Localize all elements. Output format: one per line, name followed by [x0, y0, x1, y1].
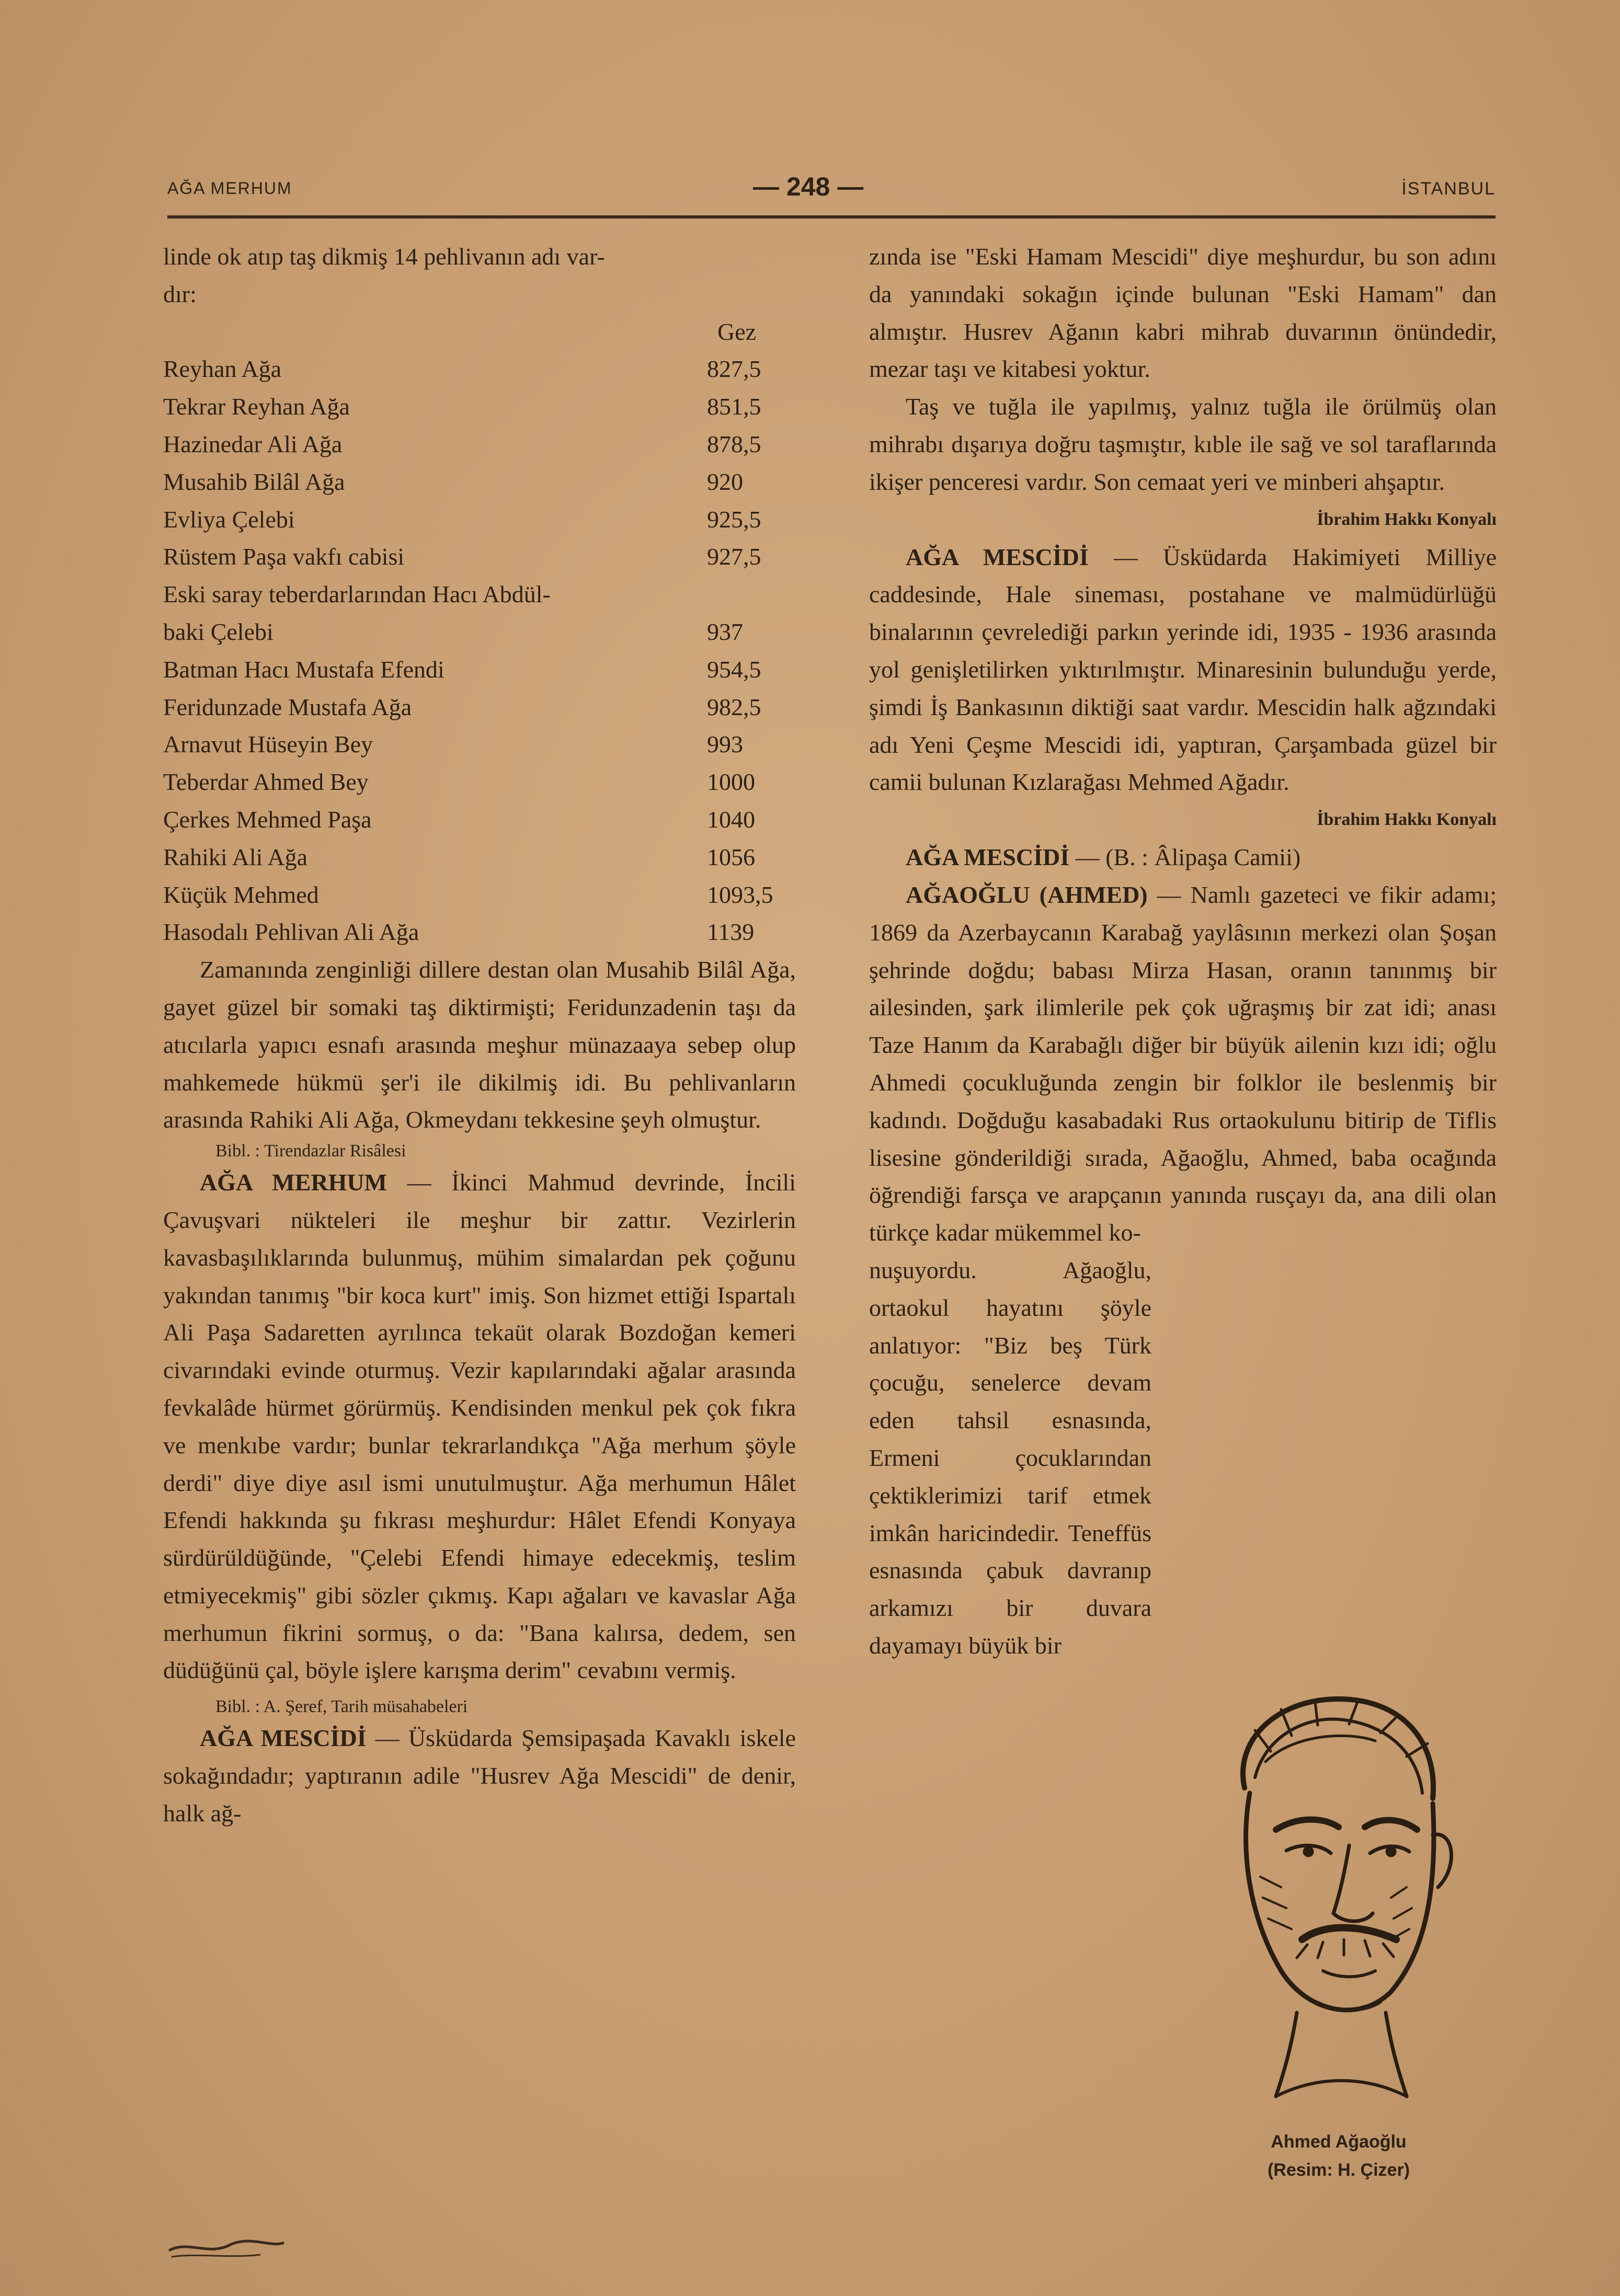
- record-row: [163, 463, 796, 501]
- record-value: 878,5: [707, 430, 761, 457]
- record-value: 1040: [707, 806, 755, 833]
- paragraph: Zamanında zenginliği dillere destan olan Musahib Bilâl Ağa, gayet güzel bir somaki taş diktirmişti; Feridunzadenin taşı da atıcılarla yapıcı esnafı arasında meşhur münazaaya sebep olup mahkemede hükmü şer'i ile dikilmiş idi. Bu pehlivanların arasında Rahiki Ali Ağa, Okmeydanı tekkesine şeyh olmuştur.: [163, 956, 796, 1133]
- table-header-row: [163, 313, 796, 351]
- portrait-sketch: [1187, 1678, 1480, 2112]
- entry-text: — Namlı gazeteci ve fikir adamı; 1869 da Azerbaycanın Karabağ yaylâsının merkezi olan Şoşan şehrinde doğdu; babası Mirza Hasan, oranın tanınmış bir ailesinden, şark ilimlerile pek çok uğraşmış bir zat idi; anası Taze Hanım da Karabağlı diğer bir büyük ailenin kızı idi; oğlu Ahmedi çocukluğunda zengin bir folklor ile beslenmiş bir kadındı. Doğduğu kasabadaki Rus ortaokulunu bitirip de Tiflis lisesine gönderildiği sırada, Ağaoğlu, Ahmed, baba ocağında öğrendiği farsça ve arapçanın yanında rusçayı da, ana dili olan türkçe kadar mükemmel ko-: [869, 881, 1497, 1246]
- library-stamp-mark: [166, 2230, 287, 2261]
- paragraph: zında ise "Eski Hamam Mescidi" diye meşhurdur, bu son adını da yanındaki sokağın içinde bulunan "Eski Hamam" dan almıştır. Husrev Ağanın kabri mihrab duvarının önündedir, mezar taşı ve kitabesi yoktur.: [869, 243, 1497, 383]
- running-head-left: AĞA MERHUM: [167, 179, 292, 198]
- bibliography: Bibl. : Tirendazlar Risâlesi: [215, 1141, 406, 1161]
- record-value: 1139: [707, 919, 755, 946]
- bibliography: Bibl. : A. Şeref, Tarih müsahabeleri: [215, 1697, 468, 1717]
- entry-headword: AĞA MESCİDİ: [906, 844, 1070, 871]
- entry-aga-mescidi-1: [163, 1719, 796, 1832]
- record-name: Evliya Çelebi: [163, 506, 295, 533]
- record-value: 982,5: [707, 693, 761, 720]
- record-value: 954,5: [707, 656, 761, 683]
- record-row: [163, 876, 796, 914]
- intro-line-1: linde ok atıp taş dikmiş 14 pehlivanın adı var-: [163, 243, 605, 270]
- record-value: 1000: [707, 768, 755, 796]
- record-row: [163, 839, 796, 876]
- record-row: [163, 688, 796, 726]
- record-name: Rahiki Ali Ağa: [163, 843, 307, 870]
- caption-credit: (Resim: H. Çizer): [1267, 2160, 1410, 2180]
- entry-agaoglu-ahmed: [869, 876, 1497, 1252]
- record-name: Hazinedar Ali Ağa: [163, 430, 343, 457]
- record-name: Feridunzade Mustafa Ağa: [163, 693, 412, 720]
- portrait-caption: [1203, 2128, 1475, 2184]
- record-row: [163, 426, 796, 463]
- record-value: 920: [707, 468, 743, 495]
- author-signature: İbrahim Hakkı Konyalı: [1317, 810, 1497, 830]
- record-value: 937: [707, 618, 743, 645]
- record-row: [163, 538, 796, 576]
- record-row: [163, 501, 796, 538]
- page-header: [167, 171, 1496, 208]
- record-row: [163, 763, 796, 801]
- entry-text: — Üsküdarda Şemsipaşada Kavaklı iskele sokağındadır; yaptıranın adile "Husrev Ağa Mescidi" de denir, halk ağ-: [163, 1725, 796, 1827]
- entry-aga-merhum: [163, 1164, 796, 1689]
- record-name: Küçük Mehmed: [163, 881, 319, 908]
- entry-headword: AĞA MERHUM: [200, 1169, 387, 1196]
- record-name: Rüstem Paşa vakfı cabisi: [163, 543, 405, 570]
- record-name: Musahib Bilâl Ağa: [163, 468, 345, 495]
- record-row: [163, 651, 796, 688]
- portrait-illustration: [1187, 1678, 1480, 2112]
- author-signature: İbrahim Hakkı Konyalı: [1317, 509, 1497, 529]
- left-column: [163, 238, 796, 1832]
- record-name: Teberdar Ahmed Bey: [163, 768, 369, 796]
- record-wrap-line: Eski saray teberdarlarından Hacı Abdül-: [163, 581, 551, 608]
- record-name: Tekrar Reyhan Ağa: [163, 393, 350, 420]
- record-row: [163, 613, 796, 651]
- record-row: [163, 388, 796, 426]
- record-value: 1093,5: [707, 881, 773, 908]
- entry-aga-mescidi-3: [869, 839, 1497, 876]
- record-row: [163, 726, 796, 763]
- entry-aga-mescidi-2: [869, 538, 1497, 801]
- entry-text: — İkinci Mahmud devrinde, İncili Çavuşvari nükteleri ile meşhur bir zattır. Vezirlerin kavasbaşılıklarında bulunmuş, mühim simalardan pek çoğunu yakından tanımış "bir koca kurt" imiş. Son hizmet ettiği Ispartalı Ali Paşa Sadaretten ayrılınca tekaüt olarak Bozdoğan kemeri civarındaki evinde oturmuş. Vezir kapılarındaki ağalar arasında fevkalâde hürmet görürmüş. Kendisinden menkul pek çok fıkra ve menkıbe vardır; bunlar tekrarlandıkça "Ağa merhum şöyle derdi" diye diye asıl ismi unutulmuştur. Ağa merhumun Hâlet Efendi hakkında şu fıkrası meşhurdur: Hâlet Efendi Konyaya sürdürüldüğünde, "Çelebi Efendi himaye edecekmiş, teslim etmiyecekmiş" gibi sözler çıkmış. Kapı ağaları ve kavaslar Ağa merhumun fikrini sormuş, o da: "Bana kalırsa, dedem, sen düdüğünü çal, böyle işlere karışma derim" cevabını vermiş.: [163, 1169, 796, 1684]
- record-row: [163, 350, 796, 388]
- paragraph-beside-portrait: nuşuyordu. Ağaoğlu, ortaokul hayatını şöyle anlatıyor: "Biz beş Türk çocuğu, senelerce devam eden tahsil esnasında, Ermeni çocuklarından çektiklerimizi tarif etmek imkân haricindedir. Teneffüs esnasında çabuk davranıp arkamızı bir duvara dayamayı büyük bir: [869, 1256, 1151, 1659]
- record-name: Çerkes Mehmed Paşa: [163, 806, 372, 833]
- record-value: 827,5: [707, 355, 761, 383]
- record-value: 927,5: [707, 543, 761, 570]
- header-rule: [167, 215, 1496, 219]
- caption-name: Ahmed Ağaoğlu: [1271, 2132, 1407, 2152]
- record-value: 925,5: [707, 506, 761, 533]
- right-column: [869, 238, 1497, 1664]
- running-head-right: İSTANBUL: [1401, 179, 1496, 199]
- record-name: Batman Hacı Mustafa Efendi: [163, 656, 444, 683]
- record-value: 993: [707, 731, 743, 758]
- entry-text: — (B. : Âlipaşa Camii): [1069, 844, 1301, 871]
- record-row: [163, 913, 796, 951]
- intro-line-2: dır:: [163, 280, 197, 307]
- entry-headword: AĞA MESCİDİ: [906, 543, 1089, 570]
- record-name: baki Çelebi: [163, 618, 273, 645]
- record-name: Reyhan Ağa: [163, 355, 282, 383]
- record-value: 1056: [707, 843, 755, 870]
- table-header-unit: Gez: [717, 318, 757, 345]
- record-value: 851,5: [707, 393, 761, 420]
- entry-headword: AĞAOĞLU (AHMED): [906, 881, 1148, 908]
- record-name: Hasodalı Pehlivan Ali Ağa: [163, 919, 419, 946]
- record-name: Arnavut Hüseyin Bey: [163, 731, 373, 758]
- entry-headword: AĞA MESCİDİ: [200, 1725, 367, 1752]
- page-number: — 248 —: [753, 172, 864, 201]
- paragraph: Taş ve tuğla ile yapılmış, yalnız tuğla ile örülmüş olan mihrabı dışarıya doğru taşmıştır, kıble ile sağ ve sol taraflarında ikişer penceresi vardır. Son cemaat yeri ve minberi ahşaptır.: [869, 393, 1497, 495]
- entry-text: — Üsküdarda Hakimiyeti Milliye caddesinde, Hale sineması, postahane ve malmüdürlüğü binalarının çevrelediği parkın yerinde idi, 1935 - 1936 arasında yol genişletilirken yıktırılmıştır. Minaresinin bulunduğu yerde, şimdi İş Bankasının diktiği saat vardır. Mescidin halk ağzındaki adı Yeni Çeşme Mescidi idi, yaptıran, Çarşambada güzel bir camii bulunan Kızlarağası Mehmed Ağadır.: [869, 543, 1497, 796]
- record-row: [163, 801, 796, 839]
